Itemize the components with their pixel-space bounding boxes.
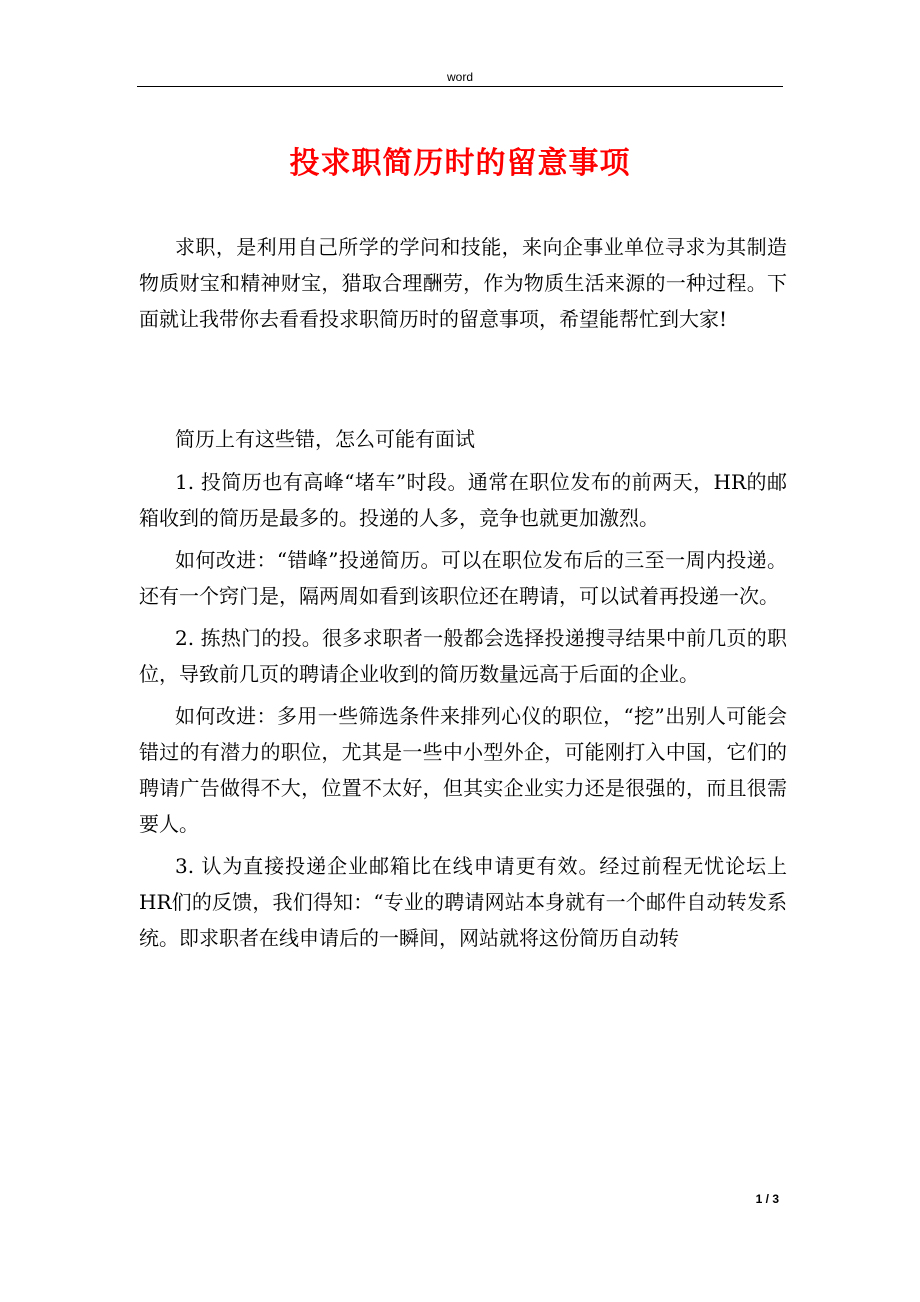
body-paragraph: 如何改进：“错峰”投递简历。可以在职位发布后的三至一周内投递。还有一个窍门是，隔两周如看到该职位还在聘请，可以试着再投递一次。 bbox=[139, 548, 787, 608]
intro-paragraph: 求职，是利用自己所学的学问和技能，来向企事业单位寻求为其制造物质财宝和精神财宝，猎取合理酬劳，作为物质生活来源的一种过程。下面就让我带你去看看投求职简历时的留意事项，希望能帮忙到大家! bbox=[139, 235, 787, 331]
body-paragraph: 1. 投简历也有高峰“堵车”时段。通常在职位发布的前两天，HR的邮箱收到的简历是最多的。投递的人多，竞争也就更加激烈。 bbox=[139, 470, 787, 530]
page-header bbox=[137, 66, 783, 87]
body-paragraph: 如何改进：多用一些筛选条件来排列心仪的职位，“挖”出别人可能会错过的有潜力的职位，尤其是一些中小型外企，可能刚打入中国，它们的聘请广告做得不大，位置不太好，但其实企业实力还是很强的，而且很需要人。 bbox=[139, 704, 787, 836]
header-label: word bbox=[446, 70, 473, 84]
blank-line bbox=[139, 337, 787, 421]
body-paragraph: 3. 认为直接投递企业邮箱比在线申请更有效。经过前程无忧论坛上HR们的反馈，我们得知：“专业的聘请网站本身就有一个邮件自动转发系统。即求职者在线申请后的一瞬间，网站就将这份简历自动转 bbox=[139, 854, 787, 950]
section-heading: 简历上有这些错，怎么可能有面试 bbox=[175, 427, 475, 451]
document-title: 投求职简历时的留意事项 bbox=[289, 146, 631, 181]
page-number: 1 / 3 bbox=[755, 1192, 779, 1206]
document-body bbox=[139, 229, 787, 962]
body-paragraph: 2. 拣热门的投。很多求职者一般都会选择投递搜寻结果中前几页的职位，导致前几页的聘请企业收到的简历数量远高于后面的企业。 bbox=[139, 626, 787, 686]
